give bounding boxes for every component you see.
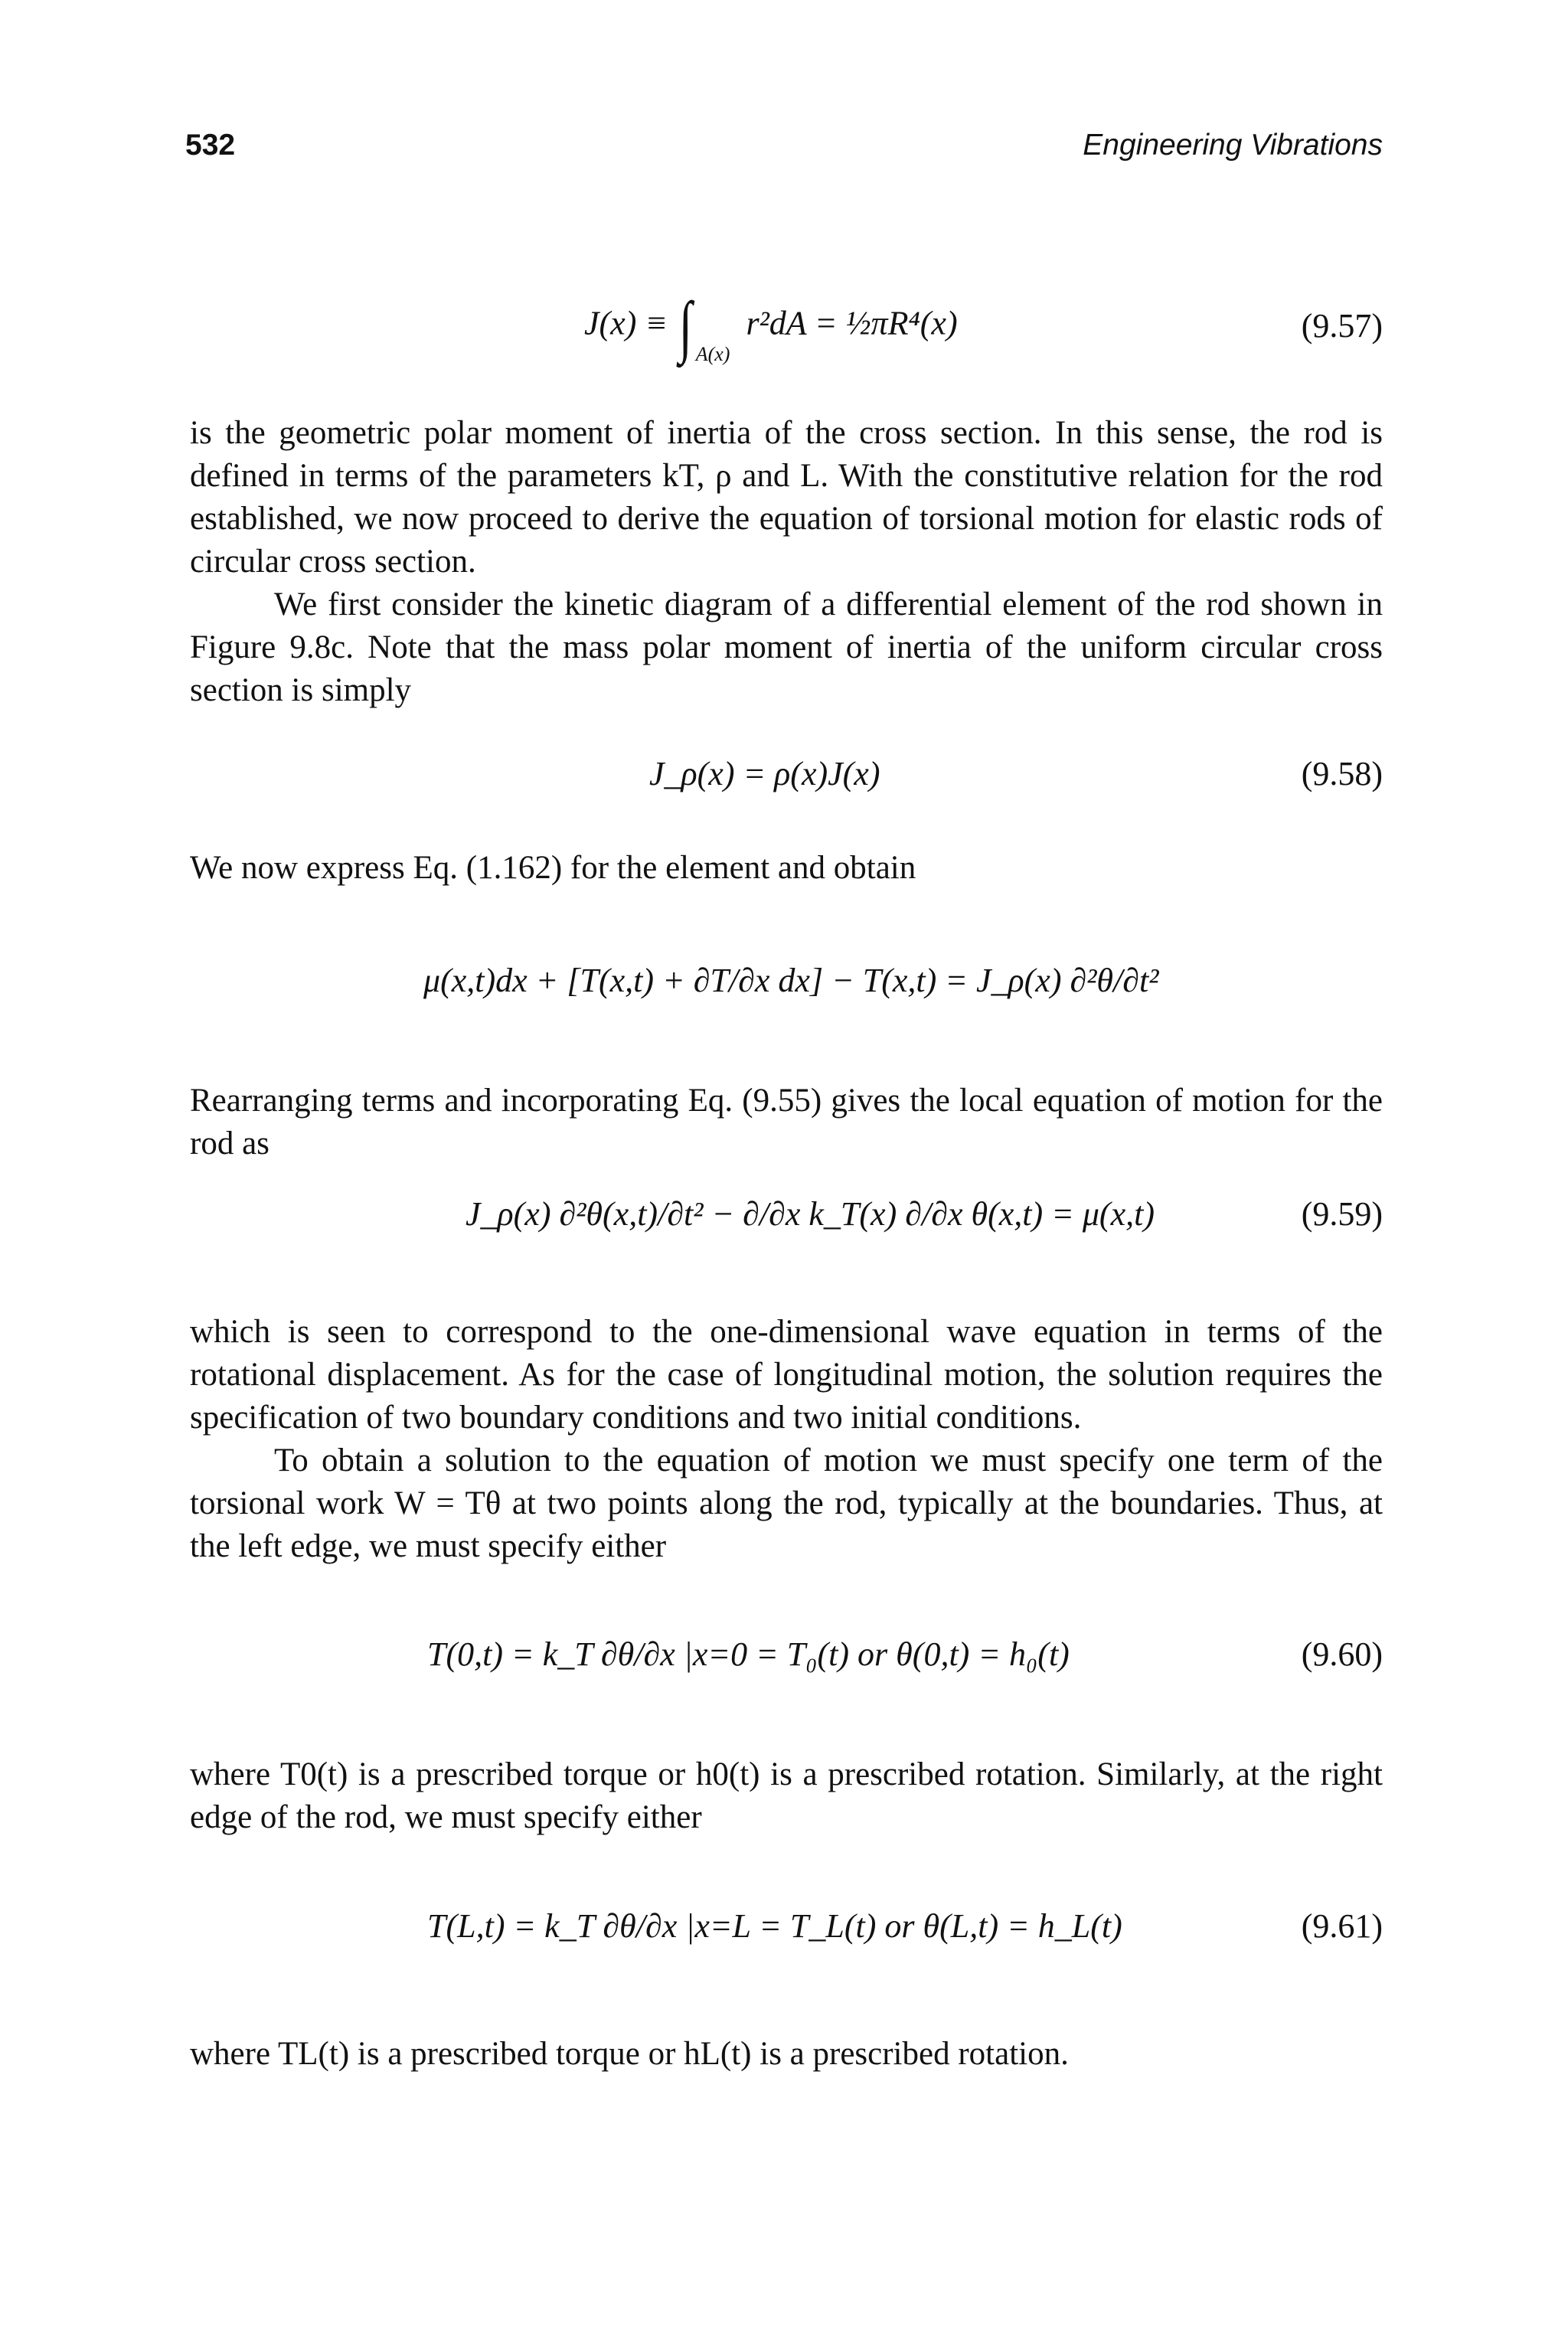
paragraph-6: To obtain a solution to the equation of motion we must specify one term of the torsional work W = Tθ at two points along the rod, typically at the boundaries. Thus, at the left edge, we must specify either (190, 1442, 1383, 1564)
paragraph-1: is the geometric polar moment of inertia of the cross section. In this sense, the rod is defined in terms of the parameters kT, ρ and L. With the constitutive relation for the rod established, we now proceed to derive the equation of torsional motion for elastic rods of circular cross section. (190, 415, 1383, 580)
running-title: Engineering Vibrations (1083, 129, 1383, 162)
eq957-rhs: r²dA = ½πR⁴(x) (746, 304, 958, 342)
equation-number-9-59: (9.59) (1301, 1195, 1383, 1233)
equation-element-balance (190, 930, 1383, 1030)
paragraph-8: where TL(t) is a prescribed torque or hL(t) is a prescribed rotation. (190, 2036, 1069, 2072)
eq957-lhs: J(x) ≡ (584, 304, 668, 342)
page-header (185, 129, 1383, 175)
equation-number-9-60: (9.60) (1301, 1635, 1383, 1673)
eq958-expr: J_ρ(x) = ρ(x)J(x) (649, 755, 880, 792)
equation-number-9-57: (9.57) (1301, 307, 1383, 345)
eq961-expr: T(L,t) = k_T ∂θ/∂x |x=L = T_L(t) or θ(L,t) = h_L(t) (427, 1907, 1122, 1945)
page-number: 532 (185, 129, 236, 162)
equation-9-57 (190, 276, 1383, 368)
equation-9-59 (190, 1171, 1383, 1271)
integral-sign: ∫ (678, 289, 693, 364)
equation-9-60 (190, 1604, 1383, 1711)
equation-9-58 (190, 754, 1383, 800)
paragraph-7: where T0(t) is a prescribed torque or h0(t) is a prescribed rotation. Similarly, at the right edge of the rod, we must specify either (190, 1756, 1383, 1835)
paragraph-3: We now express Eq. (1.162) for the element and obtain (190, 850, 916, 886)
equation-number-9-61: (9.61) (1301, 1907, 1383, 1945)
paragraph-2: We first consider the kinetic diagram of a differential element of the rod shown in Figure 9.8c. Note that the mass polar moment of inertia of the uniform circular cross section is simply (190, 586, 1383, 708)
equation-9-61 (190, 1876, 1383, 1983)
eq959-expr: J_ρ(x) ∂²θ(x,t)/∂t² − ∂/∂x k_T(x) ∂/∂x θ(x,t) = μ(x,t) (466, 1195, 1155, 1233)
equation-number-9-58: (9.58) (1301, 755, 1383, 792)
eq960-expr: T(0,t) = k_T ∂θ/∂x |x=0 = T₀(t) or θ(0,t) = h₀(t) (427, 1635, 1070, 1673)
eq-element-expr: μ(x,t)dx + [T(x,t) + ∂T/∂x dx] − T(x,t) = J_ρ(x) ∂²θ/∂t² (423, 962, 1159, 999)
paragraph-5: which is seen to correspond to the one-dimensional wave equation in terms of the rotational displacement. As for the case of longitudinal motion, the solution requires the specification of two boundary conditions and two initial conditions. (190, 1314, 1383, 1436)
eq957-limit: A(x) (695, 342, 730, 365)
paragraph-4: Rearranging terms and incorporating Eq. (9.55) gives the local equation of motion for the rod as (190, 1083, 1383, 1161)
